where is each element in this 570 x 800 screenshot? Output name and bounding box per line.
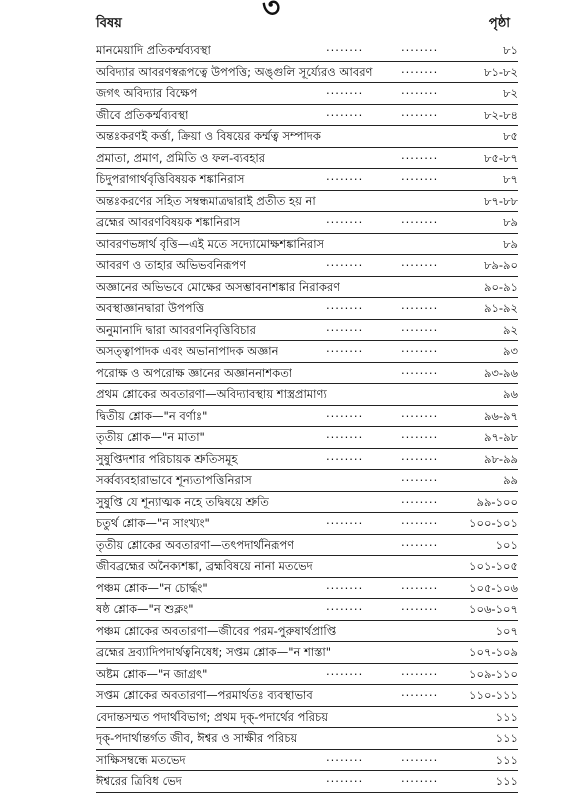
toc-entry-page: ৮২	[503, 86, 518, 100]
toc-entry-page: ১০৯-১১০	[469, 666, 518, 681]
toc-entry-page: ৮১-৮২	[483, 64, 518, 79]
toc-entry-title: অবস্থাজ্ঞানদ্বারা উপপত্তি	[96, 301, 205, 315]
toc-entry	[96, 277, 518, 299]
toc-entry	[96, 685, 518, 707]
dot-leader: ........	[326, 341, 364, 355]
toc-entry	[96, 599, 518, 621]
toc-entry-title: প্রমাতা, প্রমাণ, প্রমিতি ও ফল-ব্যবহার	[96, 150, 266, 165]
dot-leader: ........	[326, 83, 364, 97]
dot-leader: ........	[401, 319, 439, 334]
dot-leader: ........	[326, 319, 364, 334]
toc-entry	[96, 105, 518, 127]
toc-entry-title: অনুমানাদি দ্বারা আবরণনিবৃত্তিবিচার	[96, 322, 256, 337]
toc-entry-title: আবরণ ও তাহার অভিভবনিরূপণ	[96, 258, 247, 272]
dot-leader: ........	[401, 427, 439, 441]
toc-entry	[96, 750, 518, 772]
dot-leader: ........	[401, 362, 439, 377]
dot-leader: ........	[401, 341, 439, 355]
toc-entry	[96, 148, 518, 170]
toc-entry-title: তৃতীয় শ্লোক—"ন মাতা"	[96, 430, 205, 444]
toc-entry-title: জীবব্রহ্মের অনৈক্যশঙ্কা, ব্রহ্মবিষয়ে নানা মতভেদ	[96, 559, 313, 573]
toc-entry	[96, 234, 518, 256]
dot-leader: ........	[401, 599, 439, 613]
dot-leader: ........	[401, 577, 439, 592]
toc-entry-title: জগৎ অবিদ্যার বিক্ষেপ	[96, 86, 198, 100]
toc-entry	[96, 492, 518, 514]
toc-entry	[96, 255, 518, 277]
toc-entry-title: ব্রহ্মের দ্রব্যাদিপদার্থত্বনিষেধ; সপ্তম শ্লোক—"ন শাস্তা"	[96, 645, 332, 659]
toc-entry	[96, 126, 518, 148]
dot-leader: ........	[401, 40, 439, 54]
toc-entry-page: ৯৯-১০০	[476, 494, 518, 509]
toc-entry-title: পঞ্চম শ্লোকের অবতারণা—জীবের পরম-পুরুষার্থপ্রাপ্তি	[96, 623, 337, 638]
dot-leader: ........	[401, 147, 439, 162]
toc-entry	[96, 449, 518, 471]
toc-header	[96, 14, 510, 35]
toc-entry-page: ৮৭	[503, 172, 518, 186]
toc-entry	[96, 578, 518, 600]
toc-entry	[96, 427, 518, 449]
dot-leader: ........	[326, 771, 364, 785]
toc-entry	[96, 513, 518, 535]
toc-entry-page: ১০৬-১০৭	[469, 602, 518, 616]
toc-entry-title: পঞ্চম শ্লোক—"ন চোর্দ্ধং"	[96, 580, 208, 595]
toc-entry-page: ৮৭-৮৮	[483, 193, 518, 208]
toc-entry-title: অন্তঃকরণের সহিত সম্বন্ধমাত্রদ্বারাই প্রতীত হয় না	[96, 193, 316, 208]
dot-leader: ........	[401, 212, 439, 226]
toc-entry-title: সপ্তম শ্লোকের অবতারণা—পরমার্থতঃ ব্যবস্থাভাব	[96, 688, 313, 702]
toc-entry-page: ৯৭-৯৮	[483, 430, 518, 444]
table-of-contents	[96, 40, 518, 793]
toc-entry-title: সুষুপ্তিদশার পরিচায়ক শ্রুতিসমূহ	[96, 451, 238, 466]
subject-heading: বিষয়	[96, 16, 122, 31]
toc-entry-page: ১০৭	[495, 623, 518, 638]
dot-leader: ........	[326, 298, 364, 312]
toc-entry	[96, 771, 518, 793]
dot-leader: ........	[401, 491, 439, 506]
dot-leader: ........	[401, 534, 439, 549]
toc-entry-title: সাক্ষিসম্বন্ধে মতভেদ	[96, 752, 186, 767]
toc-entry-title: প্রথম শ্লোকের অবতারণা—অবিদ্যাবস্থায় শাস্ত্রপ্রামাণ্য	[96, 387, 327, 401]
dot-leader: ........	[326, 255, 364, 269]
toc-entry	[96, 298, 518, 320]
dot-leader: ........	[401, 104, 439, 119]
dot-leader: ........	[401, 663, 439, 678]
dot-leader: ........	[326, 427, 364, 441]
dot-leader: ........	[326, 513, 364, 527]
toc-entry-page: ৮৯	[503, 236, 518, 251]
dot-leader: ........	[326, 104, 364, 119]
toc-entry	[96, 341, 518, 363]
toc-entry-page: ৯২	[503, 322, 518, 337]
dot-leader: ........	[326, 212, 364, 226]
toc-entry	[96, 728, 518, 750]
dot-leader: ........	[326, 40, 364, 54]
toc-entry-title: অন্তঃকরণই কর্ত্তা, ক্রিয়া ও বিষয়ের কর্ম্মত্ব সম্পাদক	[96, 129, 321, 143]
toc-entry-title: সুষুপ্তি যে শূন্যাত্মক নহে তদ্বিষয়ে শ্রুতি	[96, 494, 269, 509]
toc-entry-page: ৯৮-৯৯	[484, 451, 518, 466]
toc-entry-page: ৯৩-৯৬	[483, 365, 518, 380]
dot-leader: ........	[326, 663, 364, 678]
toc-entry-page: ১০১-১০৫	[469, 559, 518, 573]
toc-entry-page: ৮৯	[503, 215, 518, 229]
toc-entry-page: ১০১	[495, 537, 518, 552]
toc-entry-title: মানমেয়াদি প্রতিকর্ম্মব্যবস্থা	[96, 43, 211, 57]
dot-leader: ........	[326, 577, 364, 592]
toc-entry-title: বেদান্তসম্মত পদার্থবিভাগ; প্রথম দৃক্-পদার্থের পরিচয়	[96, 709, 329, 724]
dot-leader: ........	[401, 61, 439, 76]
toc-entry	[96, 40, 518, 62]
dot-leader: ........	[401, 298, 439, 312]
toc-entry-title: অজ্ঞানের অভিভবে মোক্ষের অসম্ভাবনাশঙ্কার নিরাকরণ	[96, 279, 341, 294]
toc-entry	[96, 556, 518, 578]
toc-entry-title: চতুর্থ শ্লোক—"ন সাংখ্যং"	[96, 516, 210, 530]
toc-entry-title: পরোক্ষ ও অপরোক্ষ জ্ঞানের অজ্ঞাননাশকতা	[96, 365, 293, 380]
dot-leader: ........	[326, 405, 364, 420]
dot-leader: ........	[401, 749, 439, 764]
toc-entry-title: অসত্ত্বাপাদক এবং অভানাপাদক অজ্ঞান	[96, 344, 279, 358]
toc-entry-title: আবরণভঙ্গার্থ বৃত্তি—এই মতে সদ্যোমোক্ষশঙ্কানিরাস	[96, 236, 325, 251]
toc-entry-page: ১০৭-১০৯	[469, 645, 518, 659]
toc-entry-page: ৮৯-৯০	[483, 258, 518, 272]
toc-entry-title: অষ্টম শ্লোক—"ন জাগ্রৎ"	[96, 666, 208, 681]
toc-entry-title: দ্বিতীয় শ্লোক—"ন বর্ণাঃ"	[96, 408, 208, 423]
toc-entry-page: ১০৫-১০৬	[469, 580, 518, 595]
dot-leader: ........	[401, 255, 439, 269]
toc-entry-title: জীবে প্রতিকর্ম্মব্যবস্থা	[96, 107, 189, 122]
toc-entry-page: ১১১	[495, 774, 518, 788]
toc-entry	[96, 169, 518, 191]
toc-entry-title: দৃক্-পদার্থান্তর্গত জীব, ঈশ্বর ও সাক্ষীর পরিচয়	[96, 731, 298, 745]
toc-entry-page: ৯৩	[503, 344, 518, 358]
toc-entry-title: ব্রহ্মের আবরণবিষয়ক শঙ্কানিরাস	[96, 215, 241, 229]
toc-entry-page: ৮৫	[503, 129, 518, 143]
toc-entry	[96, 707, 518, 729]
toc-entry-page: ৯৬-৯৭	[483, 408, 518, 423]
page-number: ৩	[262, 0, 281, 24]
toc-entry	[96, 212, 518, 234]
toc-entry-title: ঈশ্বরের ত্রিবিধ ভেদ	[96, 774, 182, 788]
dot-leader: ........	[401, 169, 439, 183]
toc-entry-page: ৯৬	[503, 387, 518, 401]
dot-leader: ........	[401, 83, 439, 97]
toc-entry-page: ১১১	[495, 731, 518, 745]
toc-entry-page: ৯১-৯২	[483, 301, 518, 315]
toc-entry-page: ৮৫-৮৭	[483, 150, 518, 165]
toc-entry-page: ১১১	[495, 709, 518, 724]
toc-entry-title: সর্ব্বব্যবহারাভাবে শূন্যতাপত্তিনিরাস	[96, 473, 252, 487]
dot-leader: ........	[401, 405, 439, 420]
toc-entry-title: ষষ্ঠ শ্লোক—"ন শুক্লং"	[96, 602, 194, 616]
toc-entry	[96, 470, 518, 492]
page-heading: পৃষ্ঠা	[488, 16, 510, 31]
dot-leader: ........	[326, 169, 364, 183]
toc-entry-page: ১১১	[495, 752, 518, 767]
toc-entry	[96, 191, 518, 213]
dot-leader: ........	[401, 470, 439, 484]
toc-entry-page: ৮১	[503, 43, 518, 57]
toc-entry-title: চিদুপরাগার্থবৃত্তিবিষয়ক শঙ্কানিরাস	[96, 172, 245, 186]
dot-leader: ........	[326, 749, 364, 764]
dot-leader: ........	[401, 771, 439, 785]
toc-entry	[96, 642, 518, 664]
toc-entry-page: ১০০-১০১	[469, 516, 518, 530]
toc-entry	[96, 535, 518, 557]
toc-entry	[96, 320, 518, 342]
toc-entry-page: ৮২-৮৪	[483, 107, 518, 122]
toc-entry	[96, 62, 518, 84]
dot-leader: ........	[401, 513, 439, 527]
toc-entry	[96, 384, 518, 406]
dot-leader: ........	[401, 685, 439, 699]
toc-entry-title: তৃতীয় শ্লোকের অবতারণা—তৎপদার্থনিরূপণ	[96, 537, 295, 552]
toc-entry-title: অবিদ্যার আবরণস্বরূপত্বে উপপত্তি; অঙ্গুলি সূর্য্যেরও আবরণ	[96, 64, 373, 79]
toc-entry	[96, 621, 518, 643]
toc-entry-page: ৯৯	[503, 473, 518, 487]
toc-entry	[96, 664, 518, 686]
dot-leader: ........	[401, 448, 439, 463]
toc-entry-page: ৯০-৯১	[483, 279, 518, 294]
toc-entry	[96, 83, 518, 105]
toc-entry	[96, 363, 518, 385]
toc-entry-page: ১১০-১১১	[469, 688, 518, 702]
dot-leader: ........	[326, 448, 364, 463]
toc-entry	[96, 406, 518, 428]
dot-leader: ........	[326, 599, 364, 613]
